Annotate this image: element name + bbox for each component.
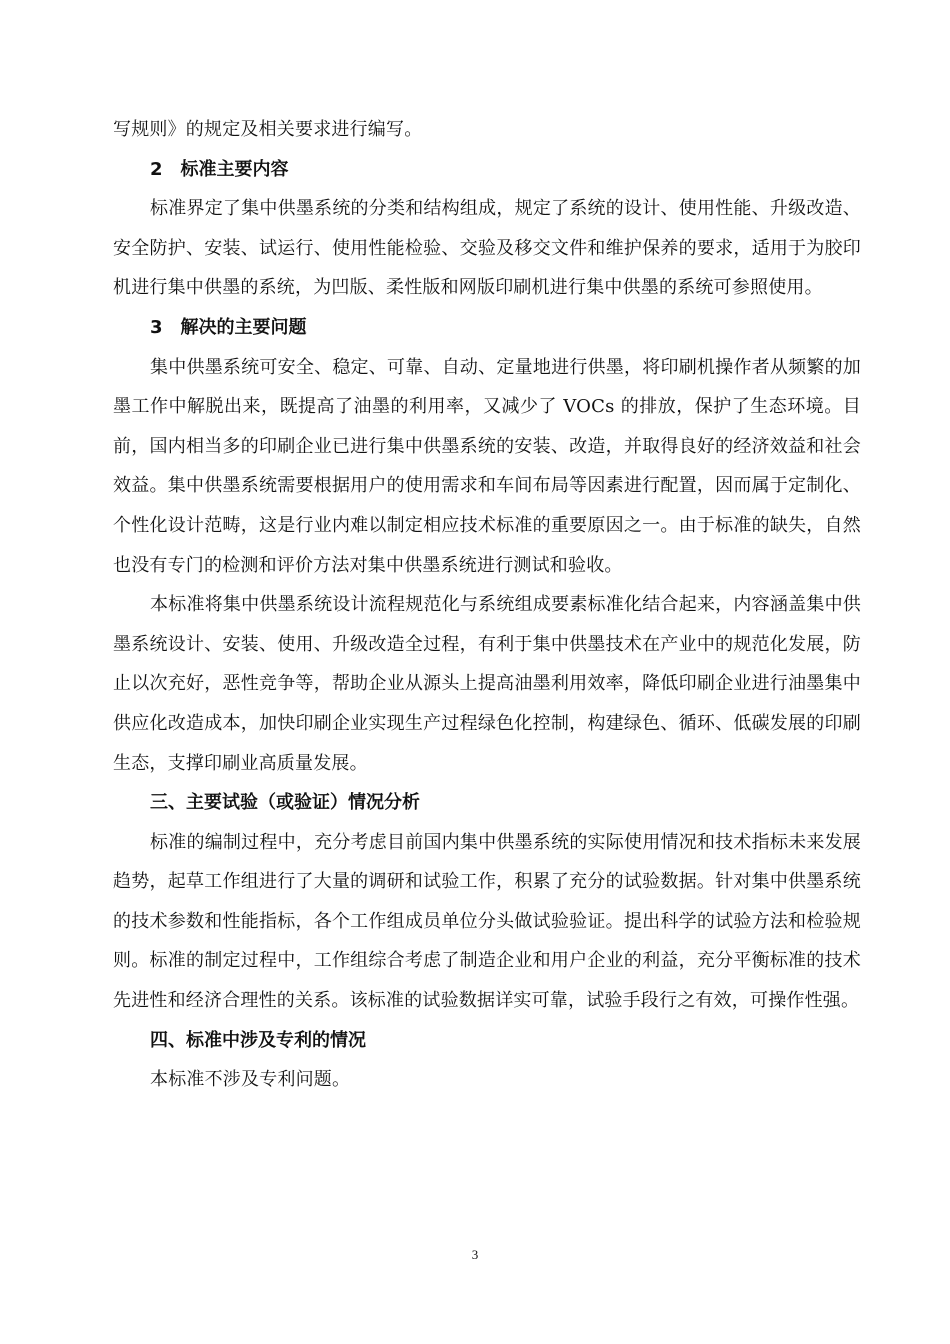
continuation-paragraph: 写规则》的规定及相关要求进行编写。 xyxy=(113,119,423,140)
section-3-paragraph-2: 本标准将集中供墨系统设计流程规范化与系统组成要素标准化结合起来，内容涵盖集中供墨系统设计、安装、使用、升级改造全过程，有利于集中供墨技术在产业中的规范化发展，防止以次充好，恶性竞争等，帮助企业从源头上提高油墨利用效率，降低印刷企业进行油墨集中供应化改造成本，加快印刷企业实现生产过程绿色化控制，构建绿色、循环、低碳发展的印刷生态，支撑印刷业高质量发展。 xyxy=(113,594,861,774)
section-2-heading: 2 标准主要内容 xyxy=(150,158,289,180)
page-number: 3 xyxy=(471,1247,479,1262)
section-three-heading: 三、主要试验（或验证）情况分析 xyxy=(150,792,420,814)
section-three-paragraph: 标准的编制过程中，充分考虑目前国内集中供墨系统的实际使用情况和技术指标未来发展趋势，起草工作组进行了大量的调研和试验工作，积累了充分的试验数据。针对集中供墨系统的技术参数和性能指标，各个工作组成员单位分头做试验验证。提出科学的试验方法和检验规则。标准的制定过程中，工作组综合考虑了制造企业和用户企业的利益，充分平衡标准的技术先进性和经济合理性的关系。该标准的试验数据详实可靠，试验手段行之有效，可操作性强。 xyxy=(113,831,861,1012)
section-four-heading: 四、标准中涉及专利的情况 xyxy=(150,1029,366,1051)
section-3-heading: 3 解决的主要问题 xyxy=(150,316,307,338)
document-page xyxy=(113,110,861,1100)
section-four-paragraph: 本标准不涉及专利问题。 xyxy=(150,1069,351,1091)
section-3-paragraph-1: 集中供墨系统可安全、稳定、可靠、自动、定量地进行供墨，将印刷机操作者从频繁的加墨工作中解脱出来，既提高了油墨的利用率，又减少了 VOCs 的排放，保护了生态环境。目前，国内相当多的印刷企业已进行集中供墨系统的安装、改造，并取得良好的经济效益和社会效益。集中供墨系统需要根据用户的使用需求和车间布局等因素进行配置，因而属于定制化、个性化设计范畴，这是行业内难以制定相应技术标准的重要原因之一。由于标准的缺失，自然也没有专门的检测和评价方法对集中供墨系统进行测试和验收。 xyxy=(113,356,861,576)
section-2-paragraph: 标准界定了集中供墨系统的分类和结构组成，规定了系统的设计、使用性能、升级改造、安全防护、安装、试运行、使用性能检验、交验及移交文件和维护保养的要求，适用于为胶印机进行集中供墨的系统，为凹版、柔性版和网版印刷机进行集中供墨的系统可参照使用。 xyxy=(113,198,861,299)
